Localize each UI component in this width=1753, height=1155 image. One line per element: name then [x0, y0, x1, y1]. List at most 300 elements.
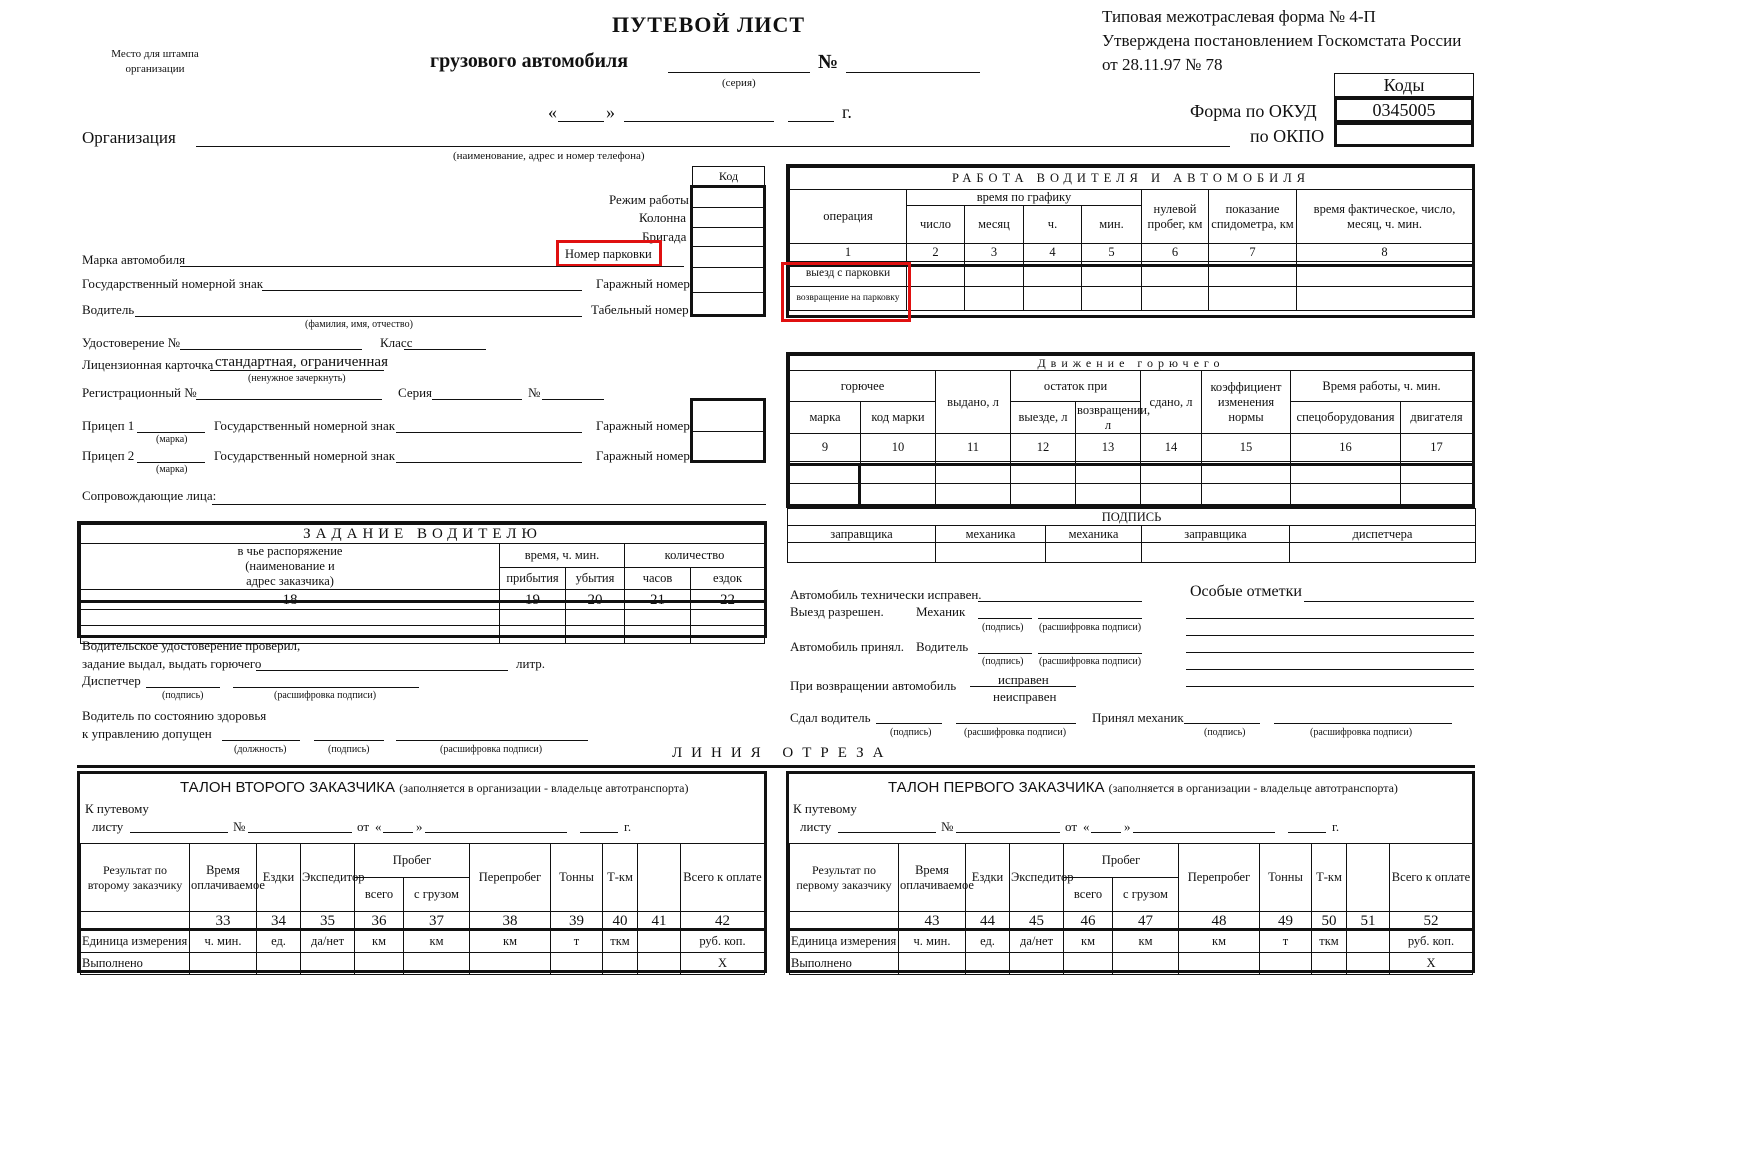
stamp-place: Место для штампа организации — [111, 48, 199, 76]
reg-series-line[interactable] — [432, 399, 522, 400]
col-forwarder: Экспедитор — [301, 844, 355, 912]
tech-ok-label: Автомобиль технически исправен. — [790, 587, 982, 602]
table-cell[interactable] — [1024, 287, 1082, 311]
sig-role: механика — [936, 526, 1046, 543]
table-cell[interactable] — [1202, 484, 1291, 505]
code-divider — [692, 207, 764, 208]
driver-label: Водитель — [82, 302, 135, 317]
mechanic-sign-line[interactable] — [978, 618, 1032, 619]
table-cell[interactable] — [1046, 543, 1142, 563]
col-departure: убытия — [566, 568, 625, 590]
col-num: 41 — [638, 912, 681, 931]
coupon2-table — [80, 843, 765, 975]
col-num: 7 — [1209, 244, 1297, 262]
col-empty — [638, 844, 681, 912]
okpo-box[interactable] — [1334, 122, 1474, 147]
dispatcher-decode-line[interactable] — [233, 687, 419, 688]
trailer1-plate-label: Государственный номерной знак — [214, 418, 396, 433]
unit-cell: руб. коп. — [681, 931, 765, 953]
mechanic-label: Механик — [916, 604, 966, 619]
table-cell[interactable] — [355, 953, 404, 975]
trailer2-brand-hint: (марка) — [156, 464, 188, 475]
col-num: 45 — [1010, 912, 1064, 931]
col-num: 44 — [966, 912, 1010, 931]
col-schedule-time: время по графику — [907, 190, 1142, 206]
unit-cell: ед. — [966, 931, 1010, 953]
table-cell[interactable] — [500, 626, 566, 644]
col-total-pay: Всего к оплате — [1390, 844, 1473, 912]
sig-role: заправщика — [788, 526, 936, 543]
table-cell[interactable] — [404, 953, 470, 975]
col-num: 50 — [1312, 912, 1347, 931]
col-remain-exit: выезде, л — [1011, 402, 1076, 434]
unit-cell: руб. коп. — [1390, 931, 1473, 953]
table-cell[interactable] — [907, 287, 965, 311]
faulty-label[interactable]: неисправен — [993, 689, 1057, 704]
license-card-line — [210, 370, 384, 371]
col-empty — [1347, 844, 1390, 912]
garage-label: Гаражный номер — [596, 276, 690, 291]
col-num: 39 — [551, 912, 603, 931]
table-cell[interactable] — [691, 626, 765, 644]
col-num: 34 — [257, 912, 301, 931]
table-cell[interactable] — [1141, 484, 1202, 505]
unit-cell: км — [355, 931, 404, 953]
table-cell[interactable] — [190, 953, 257, 975]
col-hour: ч. — [1024, 206, 1082, 244]
table-cell[interactable] — [1260, 953, 1312, 975]
health-sign-hint: (подпись) — [328, 744, 370, 755]
col-run: Пробег — [1064, 844, 1179, 878]
trailer2-brand-line[interactable] — [137, 462, 205, 463]
special-notes-line[interactable] — [1304, 601, 1474, 602]
special-notes-label: Особые отметки — [1190, 583, 1302, 600]
coupon1-thick-divider — [789, 928, 1472, 931]
col-rides: Ездки — [966, 844, 1010, 912]
tab-number-label: Табельный номер — [591, 302, 689, 317]
special-notes-line[interactable] — [1186, 686, 1474, 687]
coupon1-quote-close: » — [1124, 819, 1131, 834]
unit-cell: км — [404, 931, 470, 953]
coupon2-quote-open: « — [375, 819, 382, 834]
code-divider — [692, 227, 764, 228]
col-fuel-brand-code: код марки — [861, 402, 936, 434]
driver-line[interactable] — [135, 316, 582, 317]
trailer2-plate-label: Государственный номерной знак — [214, 448, 396, 463]
col-tons: Тонны — [1260, 844, 1312, 912]
table-cell[interactable] — [1179, 953, 1260, 975]
plate-line[interactable] — [262, 290, 582, 291]
col-minute: мин. — [1082, 206, 1142, 244]
reg-num-label: № — [528, 385, 541, 400]
date-day-line[interactable] — [558, 121, 604, 122]
page-subtitle: грузового автомобиля — [430, 50, 629, 72]
form-line-3: от 28.11.97 № 78 — [1102, 55, 1223, 74]
col-num: 6 — [1142, 244, 1209, 262]
health2-label: к управлению допущен — [82, 726, 212, 741]
row-return-label: возвращение на парковку — [790, 287, 907, 311]
trailer1-plate-line[interactable] — [396, 432, 582, 433]
coupon2-from: от — [357, 819, 370, 834]
col-fuel: горючее — [790, 371, 936, 402]
table-cell[interactable] — [1401, 484, 1473, 505]
coupon2-month-line[interactable] — [425, 832, 567, 833]
table-cell[interactable] — [1010, 953, 1064, 975]
trailer-garage-divider — [692, 431, 764, 432]
year-suffix: г. — [842, 102, 852, 122]
coupon1-year: г. — [1332, 819, 1340, 834]
handed-decode-line[interactable] — [956, 723, 1076, 724]
table-cell[interactable] — [470, 953, 551, 975]
handed-driver-label: Сдал водитель — [790, 710, 871, 725]
col-run: Пробег — [355, 844, 470, 878]
coupon2-thick-divider — [80, 928, 764, 931]
col-num: 16 — [1291, 434, 1401, 462]
accepted-decode-hint: (расшифровка подписи) — [1039, 656, 1142, 667]
okud-label: Форма по ОКУД — [1190, 101, 1317, 121]
table-cell[interactable] — [899, 953, 966, 975]
coupon2-day-line[interactable] — [383, 832, 413, 833]
dispatcher-sign-hint: (подпись) — [162, 690, 204, 701]
mech-sign-line[interactable] — [1184, 723, 1260, 724]
col-remain-return: возвращении, л — [1077, 402, 1151, 432]
task-title: ЗАДАНИЕ ВОДИТЕЛЮ — [81, 525, 765, 544]
col-num: 19 — [500, 590, 566, 610]
row-exit-label: выезд с парковки — [790, 262, 907, 287]
col-num: 11 — [936, 434, 1011, 462]
table-cell[interactable] — [691, 610, 765, 626]
position-hint: (должность) — [234, 744, 287, 755]
table-cell[interactable] — [638, 953, 681, 975]
table-cell[interactable] — [566, 610, 625, 626]
mechanic-sign-hint: (подпись) — [982, 622, 1024, 633]
table-row — [788, 543, 1476, 563]
org-hint: (наименование, адрес и номер телефона) — [453, 150, 645, 162]
accepted-sign-hint: (подпись) — [982, 656, 1024, 667]
unit-cell: км — [1064, 931, 1113, 953]
trailer1-brand-hint: (марка) — [156, 434, 188, 445]
fuel-issue-line[interactable] — [256, 670, 508, 671]
coupon2-sheet-line[interactable] — [130, 832, 228, 833]
col-operation: операция — [790, 190, 907, 244]
okpo-label: по ОКПО — [1250, 126, 1325, 146]
series-hint: (серия) — [722, 77, 756, 89]
on-return-label: При возвращении автомобиль — [790, 678, 957, 693]
number-sign: № — [818, 51, 839, 73]
task-thick-divider — [80, 600, 764, 603]
code-boxes[interactable] — [690, 185, 766, 317]
reg-number-line[interactable] — [196, 399, 382, 400]
table-cell[interactable] — [1312, 953, 1347, 975]
row-unit-label: Единица измерения — [81, 931, 190, 953]
code-divider — [692, 246, 764, 247]
accepted-sign-line[interactable] — [978, 653, 1032, 654]
coupon1-from: от — [1065, 819, 1078, 834]
col-num: 15 — [1202, 434, 1291, 462]
col-num: 43 — [899, 912, 966, 931]
col-actual-time: время фактическое, число, месяц, ч. мин. — [1297, 190, 1473, 244]
col-num: 18 — [81, 590, 500, 610]
handed-decode-hint: (расшифровка подписи) — [964, 727, 1067, 738]
driver-work-title: РАБОТА ВОДИТЕЛЯ И АВТОМОБИЛЯ — [790, 168, 1473, 190]
codes-header: Коды — [1334, 73, 1474, 97]
accepted-mech-label: Принял механик — [1092, 710, 1184, 725]
col-num: 46 — [1064, 912, 1113, 931]
col-rides: ездок — [691, 568, 765, 590]
col-num: 51 — [1347, 912, 1390, 931]
license-card-value[interactable]: стандартная, ограниченная — [215, 354, 388, 370]
coupon1-month-line[interactable] — [1133, 832, 1275, 833]
special-notes-line[interactable] — [1186, 635, 1474, 636]
mechanic-decode-line[interactable] — [1038, 618, 1142, 619]
mech-sign-hint: (подпись) — [1204, 727, 1246, 738]
coupon1-num: № — [941, 819, 954, 834]
col-work-time: Время работы, ч. мин. — [1291, 371, 1473, 402]
table-cell[interactable] — [500, 610, 566, 626]
table-row — [81, 610, 765, 626]
date-year-line[interactable] — [788, 121, 834, 122]
parking-operations-highlight — [781, 262, 911, 322]
col-num: 42 — [681, 912, 765, 931]
coupon2-sheet2: листу — [92, 819, 124, 834]
col-num: 35 — [301, 912, 355, 931]
table-cell[interactable] — [1347, 953, 1390, 975]
table-cell[interactable] — [1113, 953, 1179, 975]
col-num: 20 — [566, 590, 625, 610]
special-notes-line[interactable] — [1186, 618, 1474, 619]
sig-role: диспетчера — [1290, 526, 1476, 543]
form-line-2: Утверждена постановлением Госкомстата России — [1102, 31, 1462, 50]
col-tons: Тонны — [551, 844, 603, 912]
col-num: 21 — [625, 590, 691, 610]
health-position-line[interactable] — [222, 740, 300, 741]
coupon1-title: ТАЛОН ПЕРВОГО ЗАКАЗЧИКА (заполняется в организации - владельце автотранспорта) — [888, 779, 1398, 796]
class-label: Класс — [380, 335, 413, 350]
unit-cell — [1347, 931, 1390, 953]
table-cell[interactable] — [1011, 484, 1076, 505]
fuel-left-thick — [858, 463, 861, 507]
table-cell[interactable] — [1290, 543, 1476, 563]
coupon1-quote-open: « — [1083, 819, 1090, 834]
coupon1-year-line[interactable] — [1288, 832, 1326, 833]
unit-cell: ч. мин. — [190, 931, 257, 953]
exit-allowed-label: Выезд разрешен. — [790, 604, 884, 619]
table-cell[interactable] — [625, 610, 691, 626]
table-cell[interactable] — [257, 953, 301, 975]
x-cell: Х — [681, 953, 765, 975]
col-total-pay: Всего к оплате — [681, 844, 765, 912]
table-cell[interactable] — [1142, 287, 1209, 311]
col-num: 36 — [355, 912, 404, 931]
checked-label: Водительское удостоверение проверил, — [82, 638, 301, 653]
brand-label: Марка автомобиля — [82, 252, 186, 267]
unit-cell: ч. мин. — [899, 931, 966, 953]
tech-ok-line[interactable] — [978, 601, 1142, 602]
col-issued: выдано, л — [936, 371, 1011, 434]
col-num: 5 — [1082, 244, 1142, 262]
col-handed: сдано, л — [1141, 371, 1202, 434]
handed-sign-line[interactable] — [876, 723, 942, 724]
coupon2-num-line[interactable] — [248, 832, 352, 833]
table-cell[interactable] — [936, 543, 1046, 563]
fuel-table — [789, 355, 1473, 505]
class-line[interactable] — [404, 349, 486, 350]
table-cell[interactable] — [81, 610, 500, 626]
col-run-total: всего — [1064, 878, 1113, 912]
col-num: 12 — [1011, 434, 1076, 462]
col-num: 13 — [1076, 434, 1141, 462]
unit-cell: да/нет — [1010, 931, 1064, 953]
unit-cell: км — [1179, 931, 1260, 953]
dispatcher-decode-hint: (расшифровка подписи) — [274, 690, 377, 701]
table-cell[interactable] — [1297, 287, 1473, 311]
table-cell[interactable] — [966, 953, 1010, 975]
form-line-1: Типовая межотраслевая форма № 4-П — [1102, 7, 1376, 26]
table-cell[interactable] — [788, 543, 936, 563]
series-line[interactable] — [668, 72, 810, 73]
brand-line[interactable] — [180, 266, 684, 267]
col-task-time: время, ч. мин. — [500, 544, 625, 568]
dispatcher-sign-line[interactable] — [146, 687, 220, 688]
coupon1-num-line[interactable] — [956, 832, 1060, 833]
table-cell[interactable] — [1082, 287, 1142, 311]
special-notes-line[interactable] — [1186, 652, 1474, 653]
col-day: число — [907, 206, 965, 244]
col-num: 4 — [1024, 244, 1082, 262]
col-qty: количество — [625, 544, 765, 568]
accepted-decode-line[interactable] — [1038, 653, 1142, 654]
reg-num-line[interactable] — [542, 399, 604, 400]
table-cell[interactable] — [1142, 543, 1290, 563]
col-num: 10 — [861, 434, 936, 462]
brigade-label: Бригада — [642, 229, 687, 244]
escorts-line[interactable] — [212, 504, 766, 505]
task-table — [80, 524, 765, 644]
table-cell[interactable] — [625, 626, 691, 644]
special-notes-line[interactable] — [1186, 669, 1474, 670]
col-run-loaded: с грузом — [404, 878, 470, 912]
col-forwarder: Экспедитор — [1010, 844, 1064, 912]
table-cell[interactable] — [551, 953, 603, 975]
col-num: 14 — [1141, 434, 1202, 462]
unit-cell: т — [551, 931, 603, 953]
table-cell[interactable] — [301, 953, 355, 975]
mech-decode-line[interactable] — [1274, 723, 1452, 724]
col-hours: часов — [625, 568, 691, 590]
x-cell: Х — [1390, 953, 1473, 975]
col-num: 1 — [790, 244, 907, 262]
coupon1-result: Результат по первому заказчику — [790, 844, 899, 912]
liters-label: литр. — [516, 656, 546, 671]
col-num: 17 — [1401, 434, 1473, 462]
mechanic-decode-hint: (расшифровка подписи) — [1039, 622, 1142, 633]
col-month: месяц — [965, 206, 1024, 244]
unit-cell: км — [1113, 931, 1179, 953]
sig-role: механика — [1046, 526, 1142, 543]
col-fuel-brand: марка — [790, 402, 861, 434]
table-cell[interactable] — [566, 626, 625, 644]
coupon2-sheet1: К путевому — [85, 801, 149, 816]
table-cell[interactable] — [1291, 484, 1401, 505]
col-run-total: всего — [355, 878, 404, 912]
col-num: 33 — [190, 912, 257, 931]
col-num: 52 — [1390, 912, 1473, 931]
table-cell[interactable] — [603, 953, 638, 975]
table-cell[interactable] — [965, 287, 1024, 311]
unit-cell: да/нет — [301, 931, 355, 953]
signature-table — [787, 508, 1476, 563]
col-num: 40 — [603, 912, 638, 931]
code-header: Код — [692, 166, 765, 186]
series-label: Серия — [398, 385, 433, 400]
unit-cell: т — [1260, 931, 1312, 953]
health-sign-line[interactable] — [314, 740, 384, 741]
col-num: 8 — [1297, 244, 1473, 262]
coupon2-title: ТАЛОН ВТОРОГО ЗАКАЗЧИКА (заполняется в организации - владельце автотранспорта) — [180, 779, 689, 796]
coupon1-sheet2: листу — [800, 819, 832, 834]
fio-hint: (фамилия, имя, отчество) — [305, 319, 413, 330]
col-tkm: Т-км — [1312, 844, 1347, 912]
coupon2-year: г. — [624, 819, 632, 834]
col-num: 9 — [790, 434, 861, 462]
table-cell[interactable] — [1209, 287, 1297, 311]
health-decode-line[interactable] — [396, 740, 588, 741]
col-paid-time: Время оплачиваемое — [899, 844, 966, 912]
table-cell[interactable] — [790, 484, 861, 505]
page-title: ПУТЕВОЙ ЛИСТ — [612, 12, 806, 37]
col-num: 2 — [907, 244, 965, 262]
date-close-quote: » — [606, 102, 615, 122]
fuel-issue-label: задание выдал, выдать горючего — [82, 656, 262, 671]
coupon1-table — [789, 843, 1473, 975]
coupon2-num: № — [233, 819, 246, 834]
trailer1-brand-line[interactable] — [137, 432, 205, 433]
col-odometer: показание спидометра, км — [1209, 190, 1297, 244]
coupon1-day-line[interactable] — [1091, 832, 1121, 833]
org-line[interactable] — [196, 146, 1230, 147]
col-num: 37 — [404, 912, 470, 931]
escorts-label: Сопровождающие лица: — [82, 488, 217, 503]
sig-role: заправщика — [1142, 526, 1290, 543]
date-month-line[interactable] — [624, 121, 774, 122]
table-cell[interactable] — [1064, 953, 1113, 975]
trailer2-garage-label: Гаражный номер — [596, 448, 690, 463]
fuel-title: Движение горючего — [790, 356, 1473, 371]
col-arrival: прибытия — [500, 568, 566, 590]
table-cell[interactable] — [1076, 484, 1141, 505]
row-done-label: Выполнено — [81, 953, 190, 975]
number-line[interactable] — [846, 72, 980, 73]
fine-line — [970, 686, 1076, 687]
col-num: 38 — [470, 912, 551, 931]
col-remain: остаток при — [1011, 371, 1141, 402]
coupon2-year-line[interactable] — [580, 832, 618, 833]
license-line[interactable] — [180, 349, 362, 350]
col-whose: в чье распоряжение (наименование и адрес заказчика) — [81, 544, 500, 590]
col-overrun: Перепробег — [470, 844, 551, 912]
table-cell[interactable] — [936, 484, 1011, 505]
fine-label[interactable]: исправен — [998, 672, 1049, 687]
license-card-label: Лицензионная карточка — [82, 357, 214, 372]
mech-decode-hint: (расшифровка подписи) — [1310, 727, 1413, 738]
unit-cell: ткм — [1312, 931, 1347, 953]
coupon1-sheet-line[interactable] — [838, 832, 936, 833]
column-label: Колонна — [639, 210, 687, 225]
license-label: Удостоверение № — [82, 335, 181, 350]
trailer2-plate-line[interactable] — [396, 462, 582, 463]
table-cell[interactable] — [861, 484, 936, 505]
col-overrun: Перепробег — [1179, 844, 1260, 912]
